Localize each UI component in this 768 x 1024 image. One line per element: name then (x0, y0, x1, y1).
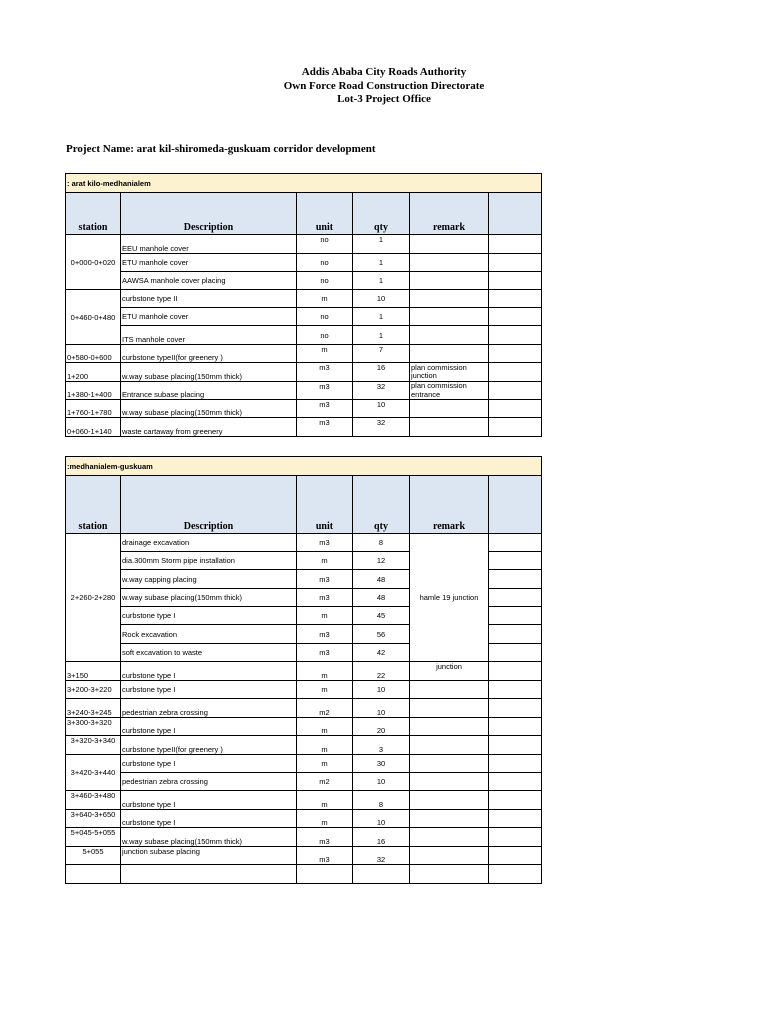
authority-name: Addis Ababa City Roads Authority (301, 66, 467, 78)
table-row (66, 235, 542, 254)
station-cell: 1+380-1+400 (66, 382, 121, 400)
station-cell: 5+045-5+055 (66, 828, 121, 847)
table-row (66, 534, 542, 552)
description-cell: dia.300mm Storm pipe installation (121, 552, 297, 570)
description-cell: curbstone type I (121, 718, 297, 736)
description-cell: curbstone type I (121, 755, 297, 773)
col-description: Description (121, 193, 297, 235)
extra-cell (489, 254, 542, 272)
description-cell: EEU manhole cover (121, 235, 297, 254)
extra-cell (489, 534, 542, 552)
table-row (66, 699, 542, 718)
extra-cell (489, 755, 542, 773)
col-station: station (66, 476, 121, 534)
qty-cell: 16 (353, 828, 410, 847)
unit-cell: no (297, 254, 353, 272)
qty-cell: 7 (353, 345, 410, 363)
unit-cell: m (297, 755, 353, 773)
table-row (66, 755, 542, 773)
qty-cell: 10 (353, 699, 410, 718)
section2-title: :medhanialem-guskuam (66, 457, 542, 476)
qty-cell: 32 (353, 847, 410, 865)
table-row (66, 272, 542, 290)
qty-cell: 56 (353, 625, 410, 644)
description-cell: curbstone type I (121, 681, 297, 699)
extra-cell (489, 865, 542, 884)
extra-cell (489, 290, 542, 308)
extra-cell (489, 810, 542, 828)
station-cell: 3+460-3+480 (66, 791, 121, 810)
col-remark: remark (410, 476, 489, 534)
table-row (66, 662, 542, 681)
table-row (66, 290, 542, 308)
extra-cell (489, 718, 542, 736)
qty-cell: 48 (353, 570, 410, 589)
col-description: Description (121, 476, 297, 534)
qty-cell: 48 (353, 589, 410, 607)
remark-cell (410, 810, 489, 828)
extra-cell (489, 589, 542, 607)
description-cell: w.way subase placing(150mm thick) (121, 363, 297, 382)
table-row (66, 865, 542, 884)
col-extra (489, 193, 542, 235)
col-extra (489, 476, 542, 534)
description-cell (121, 865, 297, 884)
unit-cell: m2 (297, 773, 353, 791)
remark-cell (410, 326, 489, 345)
description-cell: pedestrian zebra crossing (121, 699, 297, 718)
unit-cell: m3 (297, 570, 353, 589)
remark-cell: junction (410, 662, 489, 681)
qty-cell (353, 865, 410, 884)
table-row (66, 718, 542, 736)
project-office: Lot-3 Project Office (337, 93, 431, 105)
unit-cell: m3 (297, 363, 353, 382)
qty-cell: 10 (353, 773, 410, 791)
station-cell (66, 865, 121, 884)
unit-cell (297, 865, 353, 884)
station-cell: 3+150 (66, 662, 121, 681)
remark-cell (410, 699, 489, 718)
unit-cell: m3 (297, 534, 353, 552)
table-row (66, 681, 542, 699)
station-cell: 0+000-0+020 (66, 235, 121, 290)
unit-cell: no (297, 326, 353, 345)
qty-cell: 45 (353, 607, 410, 625)
description-cell: curbstone type I (121, 810, 297, 828)
unit-cell: m (297, 662, 353, 681)
description-cell: curbstone type I (121, 791, 297, 810)
unit-cell: m3 (297, 589, 353, 607)
remark-cell (410, 345, 489, 363)
station-cell: 0+580-0+600 (66, 345, 121, 363)
table-row (66, 308, 542, 326)
qty-cell: 10 (353, 290, 410, 308)
remark-cell (410, 290, 489, 308)
qty-cell: 10 (353, 810, 410, 828)
description-cell: ITS manhole cover (121, 326, 297, 345)
unit-cell: m3 (297, 644, 353, 662)
table-row (66, 773, 542, 791)
description-cell: w.way capping placing (121, 570, 297, 589)
extra-cell (489, 773, 542, 791)
remark-cell (410, 254, 489, 272)
description-cell: curbstone type I (121, 662, 297, 681)
remark-cell (410, 400, 489, 418)
extra-cell (489, 400, 542, 418)
extra-cell (489, 382, 542, 400)
table-row (66, 345, 542, 363)
remark-cell (410, 272, 489, 290)
description-cell: AAWSA manhole cover placing (121, 272, 297, 290)
extra-cell (489, 662, 542, 681)
unit-cell: m3 (297, 400, 353, 418)
description-cell: w.way subase placing(150mm thick) (121, 589, 297, 607)
qty-cell: 8 (353, 534, 410, 552)
remark-cell (410, 308, 489, 326)
extra-cell (489, 681, 542, 699)
unit-cell: no (297, 272, 353, 290)
document-header (0, 66, 768, 107)
station-cell: 3+420-3+440 (66, 755, 121, 791)
unit-cell: m (297, 791, 353, 810)
station-cell: 0+460-0+480 (66, 290, 121, 345)
description-cell: junction subase placing (121, 847, 297, 865)
unit-cell: m2 (297, 699, 353, 718)
remark-cell (410, 736, 489, 755)
description-cell: Entrance subase placing (121, 382, 297, 400)
table-row (66, 326, 542, 345)
unit-cell: m (297, 607, 353, 625)
section2-table (65, 456, 542, 884)
extra-cell (489, 607, 542, 625)
station-cell: 0+060-1+140 (66, 418, 121, 437)
col-unit: unit (297, 193, 353, 235)
extra-cell (489, 828, 542, 847)
qty-cell: 3 (353, 736, 410, 755)
qty-cell: 16 (353, 363, 410, 382)
qty-cell: 32 (353, 382, 410, 400)
remark-cell (410, 418, 489, 437)
unit-cell: m3 (297, 847, 353, 865)
extra-cell (489, 326, 542, 345)
table-row (66, 810, 542, 828)
station-cell: 2+260-2+280 (66, 534, 121, 662)
qty-cell: 10 (353, 400, 410, 418)
qty-cell: 1 (353, 308, 410, 326)
qty-cell: 12 (353, 552, 410, 570)
col-qty: qty (353, 476, 410, 534)
table-row (66, 254, 542, 272)
extra-cell (489, 418, 542, 437)
remark-cell: plan commission junction (410, 363, 489, 382)
remark-cell (410, 791, 489, 810)
description-cell: pedestrian zebra crossing (121, 773, 297, 791)
table-row (66, 736, 542, 755)
unit-cell: m (297, 345, 353, 363)
extra-cell (489, 272, 542, 290)
unit-cell: m (297, 736, 353, 755)
qty-cell: 10 (353, 681, 410, 699)
unit-cell: m (297, 681, 353, 699)
qty-cell: 8 (353, 791, 410, 810)
unit-cell: no (297, 235, 353, 254)
qty-cell: 20 (353, 718, 410, 736)
remark-cell (410, 681, 489, 699)
station-cell: 3+300-3+320 (66, 718, 121, 736)
col-unit: unit (297, 476, 353, 534)
unit-cell: m3 (297, 828, 353, 847)
unit-cell: m (297, 552, 353, 570)
unit-cell: no (297, 308, 353, 326)
extra-cell (489, 791, 542, 810)
col-remark: remark (410, 193, 489, 235)
project-name: Project Name: arat kil-shiromeda-guskuam corridor development (66, 143, 376, 155)
description-cell: curbstone type II (121, 290, 297, 308)
table-row (66, 847, 542, 865)
directorate-name: Own Force Road Construction Directorate (283, 79, 485, 92)
remark-cell (410, 828, 489, 847)
extra-cell (489, 552, 542, 570)
unit-cell: m (297, 810, 353, 828)
qty-cell: 32 (353, 418, 410, 437)
unit-cell: m (297, 718, 353, 736)
extra-cell (489, 308, 542, 326)
remark-cell (410, 718, 489, 736)
remark-cell (410, 865, 489, 884)
description-cell: curbstone type I (121, 607, 297, 625)
remark-cell (410, 773, 489, 791)
col-qty: qty (353, 193, 410, 235)
qty-cell: 1 (353, 326, 410, 345)
station-cell: 5+055 (66, 847, 121, 865)
extra-cell (489, 235, 542, 254)
extra-cell (489, 345, 542, 363)
station-cell: 3+640-3+650 (66, 810, 121, 828)
extra-cell (489, 644, 542, 662)
unit-cell: m3 (297, 625, 353, 644)
extra-cell (489, 847, 542, 865)
extra-cell (489, 363, 542, 382)
extra-cell (489, 699, 542, 718)
qty-cell: 22 (353, 662, 410, 681)
table-row (66, 418, 542, 437)
table-row (66, 400, 542, 418)
description-cell: w.way subase placing(150mm thick) (121, 400, 297, 418)
description-cell: soft excavation to waste (121, 644, 297, 662)
table-row (66, 363, 542, 382)
description-cell: ETU manhole cover (121, 254, 297, 272)
unit-cell: m3 (297, 418, 353, 437)
description-cell: waste cartaway from greenery (121, 418, 297, 437)
table-row (66, 791, 542, 810)
section1-table (65, 173, 542, 437)
unit-cell: m3 (297, 382, 353, 400)
description-cell: curbstone typeII(for greenery ) (121, 345, 297, 363)
description-cell: ETU manhole cover (121, 308, 297, 326)
remark-cell (410, 847, 489, 865)
station-cell: 1+760-1+780 (66, 400, 121, 418)
section1-title: : arat kilo-medhanialem (66, 174, 542, 193)
description-cell: Rock excavation (121, 625, 297, 644)
unit-cell: m (297, 290, 353, 308)
col-station: station (66, 193, 121, 235)
description-cell: curbstone typeII(for greenery ) (121, 736, 297, 755)
remark-cell: hamle 19 junction (410, 534, 489, 662)
qty-cell: 1 (353, 254, 410, 272)
qty-cell: 30 (353, 755, 410, 773)
station-cell: 3+200-3+220 (66, 681, 121, 699)
extra-cell (489, 570, 542, 589)
description-cell: w.way subase placing(150mm thick) (121, 828, 297, 847)
extra-cell (489, 625, 542, 644)
remark-cell (410, 755, 489, 773)
qty-cell: 1 (353, 272, 410, 290)
qty-cell: 42 (353, 644, 410, 662)
table-row (66, 828, 542, 847)
remark-cell: plan commission entrance (410, 382, 489, 400)
station-cell: 3+240-3+245 (66, 699, 121, 718)
station-cell: 3+320-3+340 (66, 736, 121, 755)
description-cell: drainage excavation (121, 534, 297, 552)
extra-cell (489, 736, 542, 755)
qty-cell: 1 (353, 235, 410, 254)
table-row (66, 382, 542, 400)
remark-cell (410, 235, 489, 254)
station-cell: 1+200 (66, 363, 121, 382)
